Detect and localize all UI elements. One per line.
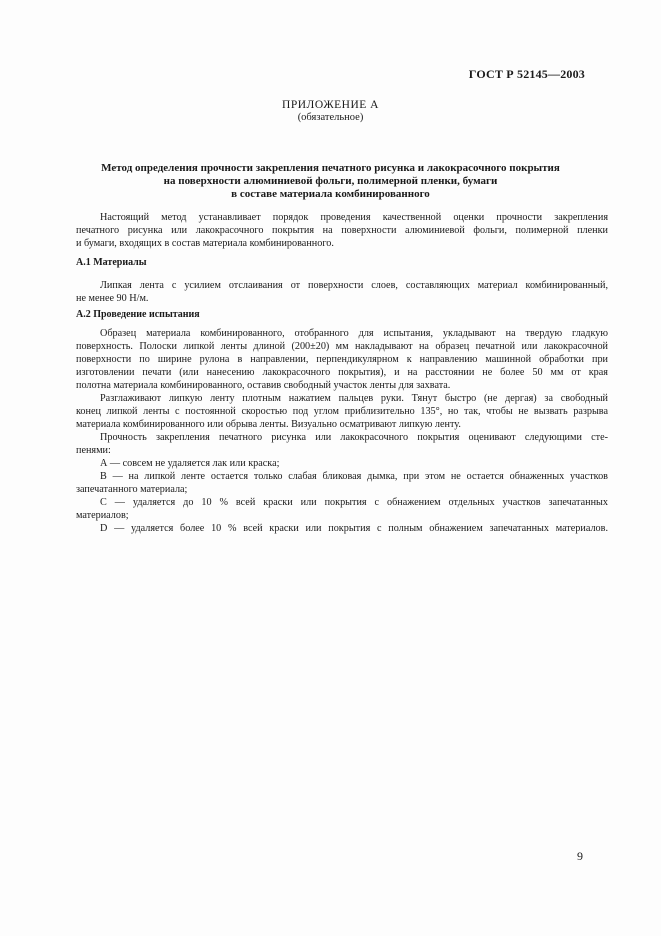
- main-title-line: в составе материала комбинированного: [231, 188, 430, 200]
- section-a2-line: Образец материала комбинированного, отобранного для испытания, укладывают на твердую гладкую: [100, 328, 608, 339]
- main-title-line: на поверхности алюминиевой фольги, полимерной пленки, бумаги: [163, 175, 498, 187]
- grade-c-line: материалов;: [76, 510, 129, 521]
- grade-b-line: В — на липкой ленте остается только слабая бликовая дымка, при этом не остается обнаженных участков: [100, 471, 608, 482]
- annex-title: ПРИЛОЖЕНИЕ А: [282, 99, 379, 111]
- section-a1-line: Липкая лента с усилием отслаивания от поверхности слоев, составляющих материал комбинированный,: [100, 280, 608, 291]
- section-heading-a1: А.1 Материалы: [76, 257, 147, 268]
- section-a1-line: не менее 90 Н/м.: [76, 293, 149, 304]
- section-heading-a2: А.2 Проведение испытания: [76, 309, 200, 320]
- page-number: 9: [577, 849, 583, 863]
- section-a2-line: Прочность закрепления печатного рисунка или лакокрасочного покрытия оценивают следующими сте-: [100, 432, 608, 443]
- section-a2-paragraph: [76, 327, 608, 535]
- section-a2-line: материала комбинированного или обрыва ленты. Визуально осматривают липкую ленту.: [76, 419, 461, 430]
- section-a2-line: Разглаживают липкую ленту плотным нажатием пальцев руки. Тянут быстро (не дергая) за свободный: [100, 393, 608, 404]
- section-a2-line: конец липкой ленты с постоянной скоростью под углом приблизительно 135°, но так, чтобы не вызвать разрыва: [76, 406, 608, 417]
- grade-a-line: А — совсем не удаляется лак или краска;: [100, 458, 280, 469]
- intro-paragraph: [76, 211, 608, 250]
- main-title-line: Метод определения прочности закрепления печатного рисунка и лакокрасочного покрытия: [101, 162, 560, 174]
- annex-subtitle: (обязательное): [297, 112, 364, 123]
- section-a2-line: пенями:: [76, 445, 111, 456]
- section-a2-line: полотна материала комбинированного, оставив свободный участок ленты для захвата.: [76, 380, 451, 391]
- grade-b-line: запечатанного материала;: [76, 484, 188, 495]
- grade-c-line: С — удаляется до 10 % всей краски или покрытия с обнажением отдельных участков запечатанных: [100, 497, 608, 508]
- section-a2-line: поверхность. Полоски липкой ленты длиной (200±20) мм накладывают на образец печатной или лакокрасочной: [76, 341, 608, 352]
- section-a2-line: изготовлении печати (или нанесению лакокрасочного покрытия), и на расстоянии не более 50 мм от края: [76, 367, 608, 378]
- section-a2-line: поверхности по ширине рулона в направлении, перпендикулярном к направлению машинной обработки при: [76, 354, 608, 365]
- intro-line: и бумаги, входящих в состав материала комбинированного.: [76, 238, 334, 249]
- document-code: ГОСТ Р 52145—2003: [468, 67, 585, 81]
- intro-line: печатного рисунка или лакокрасочного покрытия на поверхности алюминиевой фольги, полимерной пленки: [76, 225, 608, 236]
- grade-d-line: D — удаляется более 10 % всей краски или покрытия с полным обнажением запечатанных материалов.: [100, 523, 608, 534]
- main-title: [60, 162, 601, 201]
- intro-line: Настоящий метод устанавливает порядок проведения качественной оценки прочности закрепления: [100, 212, 608, 223]
- section-a1-paragraph: [76, 279, 608, 305]
